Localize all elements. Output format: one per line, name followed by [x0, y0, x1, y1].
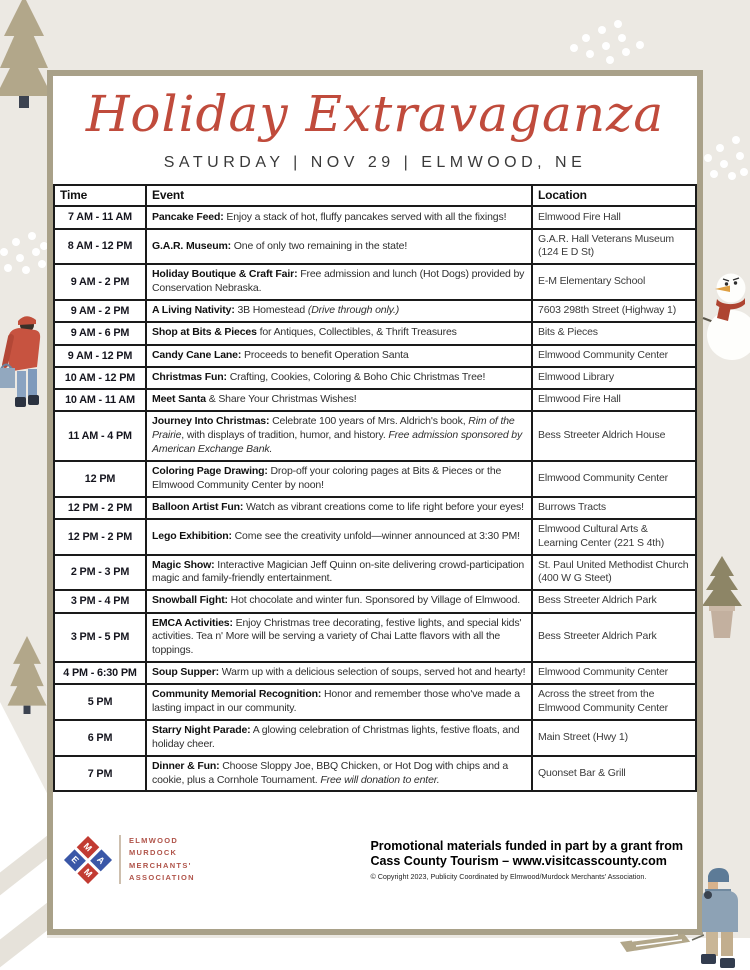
table-header-row	[54, 185, 696, 207]
event-time: 3 PM - 5 PM	[54, 613, 146, 663]
flyer-card	[47, 70, 703, 935]
event-text: Enjoy a stack of hot, fluffy pancakes served with all the fixings!	[223, 210, 507, 223]
event-time: 12 PM - 2 PM	[54, 497, 146, 519]
event-title: G.A.R. Museum:	[152, 239, 231, 252]
event-description	[146, 720, 532, 756]
event-date-line: SATURDAY | NOV 29 | ELMWOOD, NE	[163, 153, 587, 171]
event-time: 10 AM - 12 PM	[54, 367, 146, 389]
potted-tree-icon	[700, 554, 744, 642]
logo-diamond-left: E	[64, 849, 86, 871]
event-time: 4 PM - 6:30 PM	[54, 662, 146, 684]
event-time: 12 PM	[54, 461, 146, 497]
event-time: 9 AM - 12 PM	[54, 345, 146, 367]
event-location: Elmwood Fire Hall	[532, 389, 696, 411]
event-description	[146, 756, 532, 792]
event-text: Come see the creativity unfold—winner announced at 3:30 PM!	[231, 529, 520, 542]
event-text: Interactive Magician Jeff Quinn on-site delivering crowd-participation magic and family-friendly entertainment.	[152, 558, 525, 585]
event-description	[146, 590, 532, 612]
table-row	[54, 411, 696, 461]
column-header-location: Location	[532, 185, 696, 207]
table-row	[54, 206, 696, 228]
event-text-italic: Free admission sponsored by American Exchange Bank.	[152, 429, 523, 455]
logo-diamond-bottom: M	[77, 862, 99, 884]
snowman-icon	[702, 268, 750, 363]
event-text: Choose Sloppy Joe, BBQ Chicken, or Hot Dog with chips and a cookie, plus a Cornhole Tournament.	[152, 759, 509, 786]
event-location: Elmwood Community Center	[532, 345, 696, 367]
event-location: Quonset Bar & Grill	[532, 756, 696, 792]
event-description	[146, 322, 532, 344]
event-text: Enjoy Christmas tree decorating, festive lights, and special kids' activities. Tea n' More will be serving a variety of Chai Latte flavors with all the toppings.	[152, 616, 522, 657]
event-description	[146, 300, 532, 322]
schedule-rows	[54, 206, 696, 791]
table-row	[54, 684, 696, 720]
event-description	[146, 229, 532, 265]
event-title: Magic Show:	[152, 558, 215, 571]
event-text: Crafting, Cookies, Coloring & Boho Chic Christmas Tree!	[226, 370, 486, 383]
event-text: Watch as vibrant creations come to life right before your eyes!	[243, 500, 524, 513]
event-description	[146, 461, 532, 497]
table-row	[54, 555, 696, 591]
table-row	[54, 229, 696, 265]
event-text: & Share Your Christmas Wishes!	[205, 393, 357, 406]
table-row	[54, 264, 696, 300]
event-description	[146, 367, 532, 389]
event-description	[146, 497, 532, 519]
event-time: 11 AM - 4 PM	[54, 411, 146, 461]
event-location: Bess Streeter Aldrich Park	[532, 590, 696, 612]
table-row	[54, 322, 696, 344]
event-time: 3 PM - 4 PM	[54, 590, 146, 612]
event-location: Burrows Tracts	[532, 497, 696, 519]
snow-dots-icon	[0, 226, 52, 282]
table-row	[54, 367, 696, 389]
event-title: A Living Nativity:	[152, 304, 235, 317]
event-title: Community Memorial Recognition:	[152, 688, 322, 701]
logo-diamond-top: M	[77, 836, 99, 858]
table-row	[54, 613, 696, 663]
association-name-line: ASSOCIATION	[129, 873, 195, 883]
event-location: E-M Elementary School	[532, 264, 696, 300]
event-description	[146, 411, 532, 461]
event-location: 7603 298th Street (Highway 1)	[532, 300, 696, 322]
event-title: Journey Into Christmas:	[152, 415, 270, 428]
event-text: One of only two remaining in the state!	[231, 239, 408, 252]
event-text: , with displays of tradition, humor, and history.	[181, 429, 389, 442]
event-text: Hot chocolate and winter fun. Sponsored by Village of Elmwood.	[227, 594, 521, 607]
event-description	[146, 345, 532, 367]
column-header-time: Time	[54, 185, 146, 207]
event-text: Drop-off your coloring pages at Bits & Pieces or the Elmwood Community Center by noon!	[152, 464, 502, 491]
event-title: Holiday Boutique & Craft Fair:	[152, 268, 298, 281]
merchants-association-logo	[63, 835, 195, 885]
event-title: Christmas Fun:	[152, 370, 227, 383]
pine-tree-icon	[0, 0, 54, 108]
event-title: Dinner & Fun:	[152, 759, 220, 772]
event-time: 9 AM - 6 PM	[54, 322, 146, 344]
event-text-italic: Rim of the Prairie	[152, 415, 515, 442]
table-row	[54, 662, 696, 684]
table-row	[54, 300, 696, 322]
event-text-italic: Free will donation to enter.	[320, 773, 440, 786]
table-row	[54, 461, 696, 497]
shopper-person-icon	[0, 315, 43, 411]
table-row	[54, 389, 696, 411]
event-description	[146, 555, 532, 591]
event-location: Bess Streeter Aldrich Park	[532, 613, 696, 663]
event-time: 6 PM	[54, 720, 146, 756]
table-row	[54, 720, 696, 756]
event-location: Bits & Pieces	[532, 322, 696, 344]
event-location: G.A.R. Hall Veterans Museum (124 E D St)	[532, 229, 696, 265]
event-time: 7 PM	[54, 756, 146, 792]
sled-icon	[612, 930, 704, 968]
table-row	[54, 756, 696, 792]
event-time: 9 AM - 2 PM	[54, 300, 146, 322]
event-description	[146, 684, 532, 720]
event-time: 5 PM	[54, 684, 146, 720]
funding-line: Promotional materials funded in part by a grant from	[370, 838, 683, 853]
card-footer	[53, 792, 697, 929]
event-text: for Antiques, Collectibles, & Thrift Treasures	[256, 326, 457, 339]
funding-line: Cass County Tourism – www.visitcasscounty.com	[370, 854, 667, 869]
table-row	[54, 497, 696, 519]
association-name-line: ELMWOOD	[129, 835, 179, 845]
event-title: EMCA Activities:	[152, 616, 233, 629]
event-text-italic: (Drive through only.)	[307, 304, 400, 317]
snow-dots-icon	[700, 130, 750, 180]
event-location: St. Paul United Methodist Church (400 W G Steet)	[532, 555, 696, 591]
event-title: Starry Night Parade:	[152, 724, 251, 737]
table-row	[54, 519, 696, 555]
event-title: Pancake Feed:	[152, 210, 224, 223]
event-title: Candy Cane Lane:	[152, 348, 242, 361]
event-title: Meet Santa	[152, 393, 206, 406]
table-row	[54, 590, 696, 612]
event-text: Celebrate 100 years of Mrs. Aldrich's book,	[269, 415, 469, 428]
event-time: 8 AM - 12 PM	[54, 229, 146, 265]
event-text: A glowing celebration of Christmas lights, festive floats, and holiday cheer.	[152, 724, 520, 750]
emma-diamond-logo-icon	[64, 836, 112, 884]
column-header-event: Event	[146, 185, 532, 207]
event-description	[146, 519, 532, 555]
event-text: Honor and remember those who've made a lasting impact in our community.	[152, 688, 520, 715]
event-title: Lego Exhibition:	[152, 529, 232, 542]
event-location: Elmwood Fire Hall	[532, 206, 696, 228]
page-title: Holiday Extravaganza	[85, 85, 665, 143]
event-description	[146, 389, 532, 411]
event-title: Balloon Artist Fun:	[152, 500, 244, 513]
association-name-line: MURDOCK	[129, 848, 178, 858]
snow-dots-icon	[560, 18, 655, 66]
copyright-line: © Copyright 2023, Publicity Coordinated by Elmwood/Murdock Merchants' Association.	[370, 871, 647, 881]
event-location: Elmwood Cultural Arts & Learning Center (221 S 4th)	[532, 519, 696, 555]
event-time: 7 AM - 11 AM	[54, 206, 146, 228]
schedule-table	[53, 184, 697, 793]
funding-credits	[370, 839, 685, 881]
association-name	[119, 835, 195, 885]
pine-tree-icon	[6, 636, 48, 714]
event-time: 2 PM - 3 PM	[54, 555, 146, 591]
event-title: Shop at Bits & Pieces	[152, 326, 257, 339]
association-name-line: MERCHANTS'	[129, 860, 192, 870]
logo-diamond-right: A	[90, 849, 112, 871]
event-description	[146, 264, 532, 300]
event-location: Elmwood Community Center	[532, 461, 696, 497]
event-time: 12 PM - 2 PM	[54, 519, 146, 555]
event-location: Across the street from the Elmwood Community Center	[532, 684, 696, 720]
event-title: Coloring Page Drawing:	[152, 464, 268, 477]
event-time: 9 AM - 2 PM	[54, 264, 146, 300]
event-description	[146, 613, 532, 663]
event-text: 3B Homestead	[234, 304, 308, 317]
table-row	[54, 345, 696, 367]
event-description	[146, 662, 532, 684]
event-title: Soup Supper:	[152, 666, 220, 679]
event-time: 10 AM - 11 AM	[54, 389, 146, 411]
event-location: Elmwood Community Center	[532, 662, 696, 684]
event-text: Free admission and lunch (Hot Dogs) provided by Conservation Nebraska.	[152, 268, 525, 295]
event-text: Proceeds to benefit Operation Santa	[241, 348, 409, 361]
event-description	[146, 206, 532, 228]
event-location: Bess Streeter Aldrich House	[532, 411, 696, 461]
event-location: Main Street (Hwy 1)	[532, 720, 696, 756]
walking-person-icon	[692, 868, 750, 970]
event-text: Warm up with a delicious selection of soups, served hot and hearty!	[219, 666, 526, 679]
event-location: Elmwood Library	[532, 367, 696, 389]
event-title: Snowball Fight:	[152, 594, 228, 607]
